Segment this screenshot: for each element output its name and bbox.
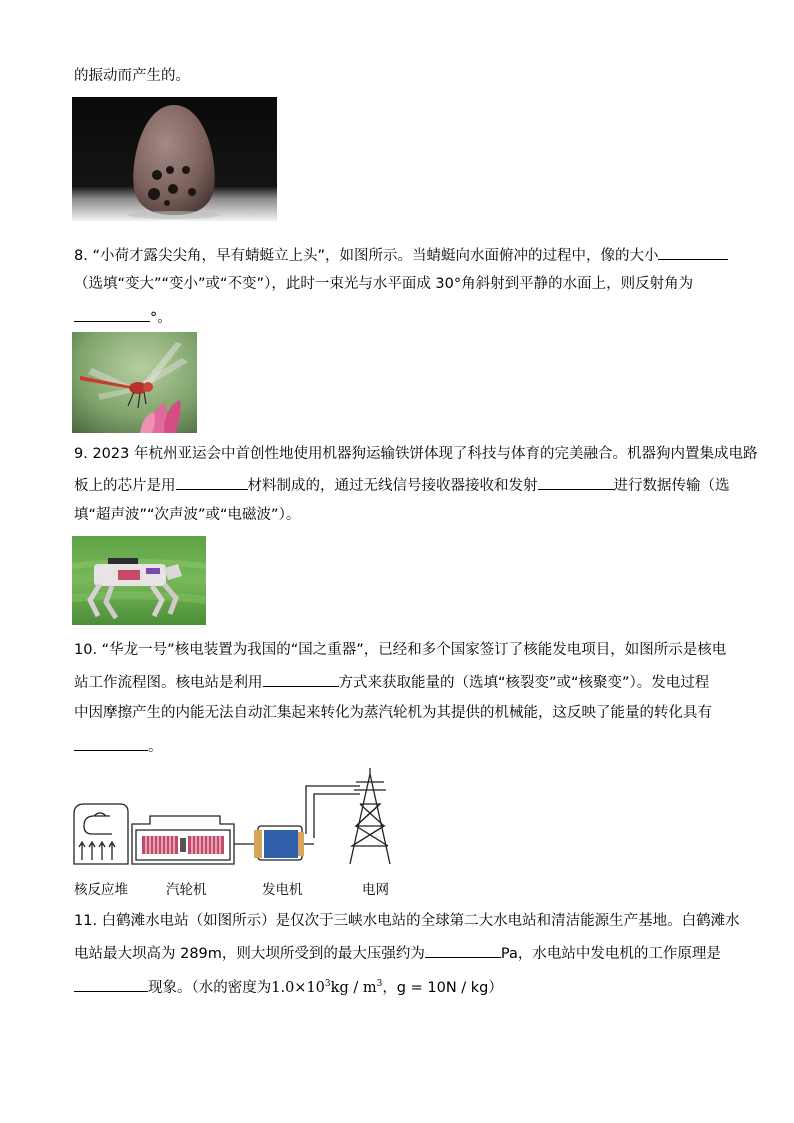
q8-line-3-text: °。	[150, 310, 172, 326]
q9-blank-2[interactable]	[538, 474, 614, 490]
q11-line-2-text-b: Pa，水电站中发电机的工作原理是	[500, 946, 721, 962]
diagram-label-turbine: 汽轮机	[166, 882, 207, 898]
q8-line-1	[74, 244, 728, 266]
q8-blank-2[interactable]	[74, 306, 150, 322]
q10-line-2	[74, 671, 709, 693]
q8-line-1-text: 8. “小荷才露尖尖角，早有蜻蜓立上头”，如图所示。当蜻蜓向水面俯冲的过程中，像的大小	[74, 248, 659, 264]
density-unit-exponent: 3	[376, 979, 383, 989]
gravity-text: ，g = 10N / kg）	[382, 980, 503, 996]
q11-line-1: 11. 白鹤滩水电站（如图所示）是仅次于三峡水电站的全球第二大水电站和清洁能源生产基地。白鹤滩水	[74, 913, 740, 929]
q11-line-3	[74, 976, 503, 998]
q9-blank-1[interactable]	[176, 474, 248, 490]
q9-line-3: 填“超声波”“次声波”或“电磁波”）。	[74, 507, 301, 523]
q10-line-1: 10. “华龙一号”核电装置为我国的“国之重器”，已经和多个国家签订了核能发电项目，如图所示是核电	[74, 642, 727, 658]
ocarina-photo	[72, 97, 277, 221]
nuclear-power-diagram	[70, 764, 410, 870]
q9-line-2	[74, 474, 730, 496]
dragonfly-photo	[72, 332, 197, 433]
q10-blank-1[interactable]	[263, 671, 339, 687]
q11-blank-2[interactable]	[74, 976, 148, 992]
diagram-label-reactor: 核反应堆	[74, 882, 128, 898]
q8-blank-1[interactable]	[658, 244, 728, 260]
q10-line-4-text: 。	[148, 739, 163, 755]
q9-line-2-text-c: 进行数据传输（选	[613, 478, 730, 494]
density-unit: kg / m	[330, 980, 377, 996]
q11-blank-1[interactable]	[425, 942, 501, 958]
q8-line-2: （选填“变大”“变小”或“不变”），此时一束光与水平面成 30°角斜射到平静的水面上，则反射角为	[74, 276, 694, 292]
diagram-label-generator: 发电机	[262, 882, 303, 898]
q10-line-2-text-a: 站工作流程图。核电站是利用	[74, 675, 263, 691]
q10-blank-2[interactable]	[74, 735, 148, 751]
q11-line-2	[74, 942, 721, 964]
q10-line-4	[74, 735, 163, 757]
robot-dog-photo	[72, 536, 206, 625]
density-exponent: 3	[324, 979, 331, 989]
q9-line-2-text-a: 板上的芯片是用	[74, 478, 176, 494]
q10-line-2-text-b: 方式来获取能量的（选填“核裂变”或“核聚变”）。发电过程	[338, 675, 710, 691]
q8-line-3	[74, 306, 172, 328]
density-base: 1.0×10	[271, 980, 325, 996]
q9-line-1: 9. 2023 年杭州亚运会中首创性地使用机器狗运输铁饼体现了科技与体育的完美融合。机器狗内置集成电路	[74, 446, 758, 462]
diagram-label-grid: 电网	[362, 882, 389, 898]
q7-text-tail: 的振动而产生的。	[74, 68, 190, 84]
q9-line-2-text-b: 材料制成的，通过无线信号接收器接收和发射	[247, 478, 538, 494]
density-formula	[271, 980, 382, 996]
q11-line-3-text: 现象。（水的密度为	[148, 980, 272, 996]
q10-line-3: 中因摩擦产生的内能无法自动汇集起来转化为蒸汽轮机为其提供的机械能，这反映了能量的转化具有	[74, 705, 712, 721]
q11-line-2-text-a: 电站最大坝高为 289m，则大坝所受到的最大压强约为	[74, 946, 425, 962]
